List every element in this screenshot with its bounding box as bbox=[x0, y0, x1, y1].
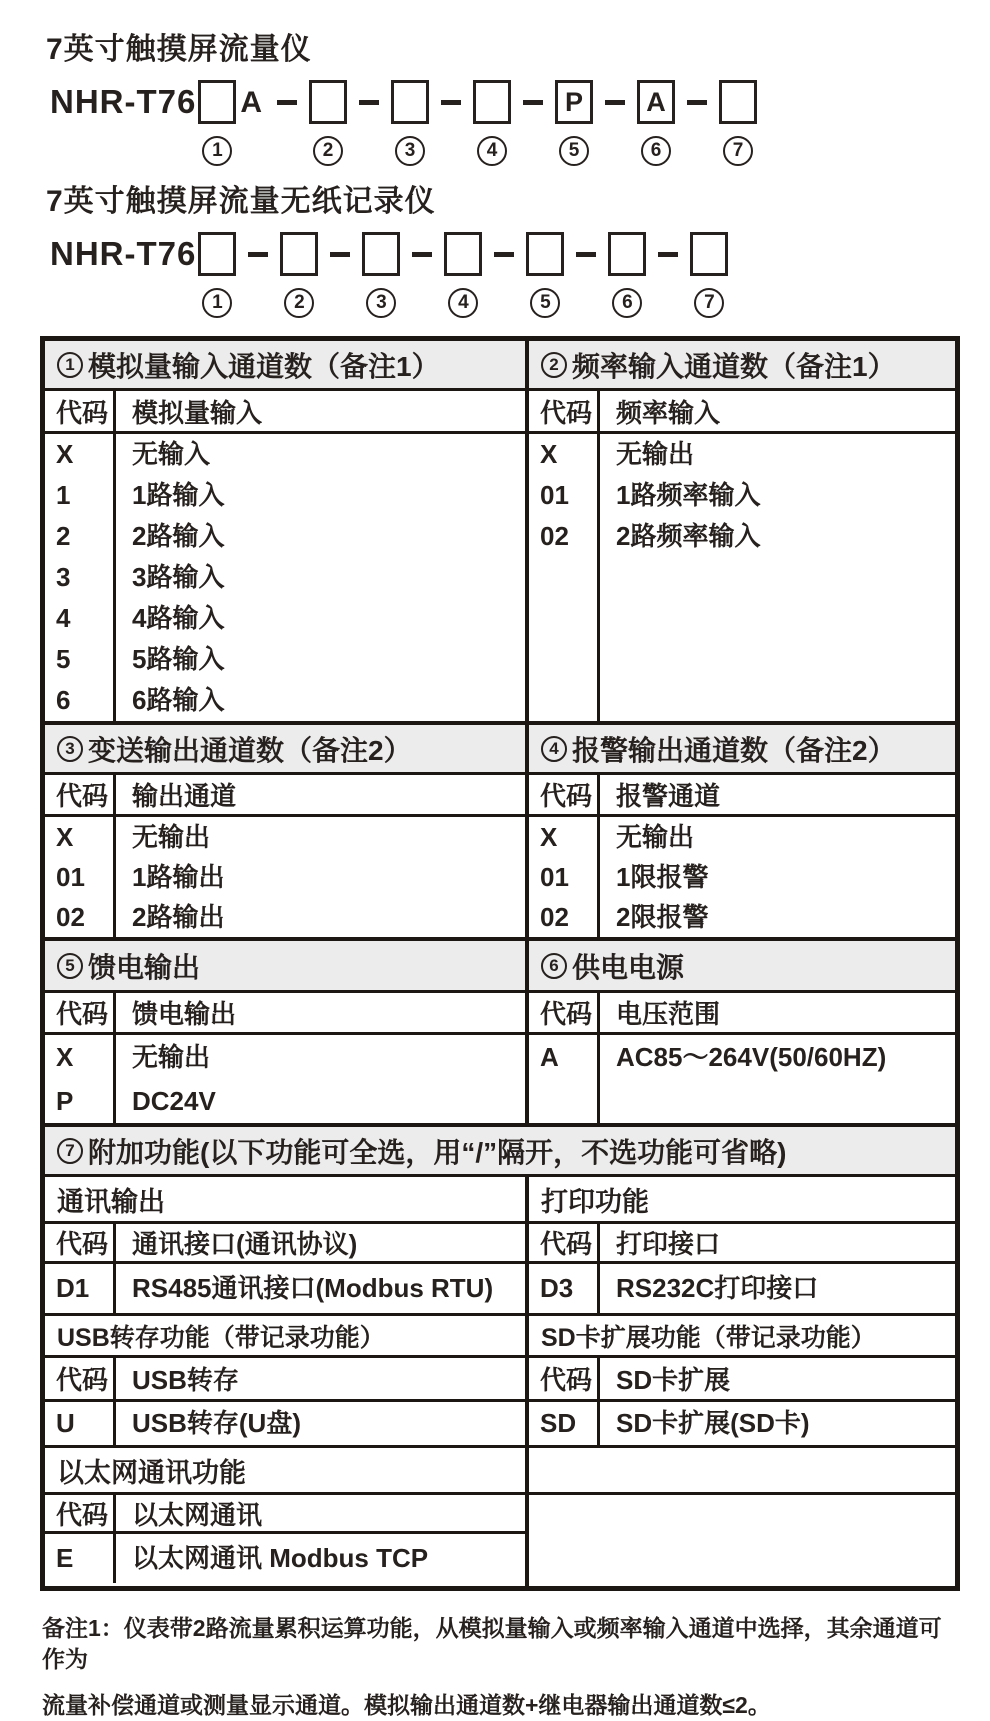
position-circle: 6 bbox=[641, 136, 671, 166]
desc-header: SD卡扩展 bbox=[616, 1365, 731, 1395]
section-1-header bbox=[45, 391, 525, 434]
section-5 bbox=[45, 941, 529, 1123]
desc-cell: 无输入 bbox=[132, 439, 211, 469]
code-cell: X bbox=[56, 439, 74, 469]
model-box bbox=[198, 80, 236, 124]
section-3-header bbox=[45, 775, 525, 817]
empty-cell bbox=[529, 1448, 955, 1495]
desc-cell: 无输出 bbox=[616, 822, 695, 852]
code-column bbox=[529, 1264, 600, 1313]
section-4-header bbox=[529, 775, 955, 817]
desc-cell: 5路输入 bbox=[132, 644, 225, 674]
desc-column bbox=[116, 434, 525, 721]
section-1-band bbox=[45, 341, 525, 391]
desc-cell: 无输出 bbox=[132, 822, 211, 852]
comm-header bbox=[45, 1224, 525, 1264]
position-circle: 1 bbox=[202, 136, 232, 166]
comm-band-title: 通讯输出 bbox=[57, 1186, 165, 1217]
section-2-title: 频率输入通道数（备注1） bbox=[572, 350, 896, 382]
section-5-title: 馈电输出 bbox=[88, 951, 201, 983]
model1-slot-5 bbox=[555, 80, 593, 166]
desc-cell: 1路输出 bbox=[132, 862, 225, 892]
dash bbox=[523, 100, 543, 105]
code-header: 代码 bbox=[45, 775, 116, 814]
code-header: 代码 bbox=[529, 775, 600, 814]
print-band-title: 打印功能 bbox=[541, 1186, 649, 1217]
group-1 bbox=[45, 341, 955, 725]
circled-number-icon: 5 bbox=[57, 953, 83, 979]
usb-section bbox=[45, 1316, 529, 1445]
code-column bbox=[45, 817, 116, 937]
circled-number-icon: 7 bbox=[57, 1138, 83, 1164]
dash bbox=[687, 100, 707, 105]
desc-column bbox=[116, 817, 525, 937]
desc-cell: 4路输入 bbox=[132, 603, 225, 633]
dash bbox=[277, 100, 297, 105]
code-column bbox=[529, 1402, 600, 1445]
code-header: 代码 bbox=[45, 1358, 116, 1399]
sd-header bbox=[529, 1358, 955, 1402]
position-circle: 6 bbox=[612, 288, 642, 318]
comm-body bbox=[45, 1264, 525, 1313]
code-column bbox=[529, 434, 600, 721]
desc-header: 通讯接口(通讯协议) bbox=[132, 1229, 358, 1259]
desc-column bbox=[116, 1264, 525, 1313]
desc-cell: RS485通讯接口(Modbus RTU) bbox=[132, 1273, 494, 1303]
desc-cell: DC24V bbox=[132, 1086, 216, 1116]
model2-slot-6 bbox=[608, 232, 646, 318]
code-header: 代码 bbox=[529, 1224, 600, 1261]
model-prefix: NHR-T76 bbox=[50, 83, 197, 120]
model2-slot-3 bbox=[362, 232, 400, 318]
code-cell: 6 bbox=[56, 685, 71, 715]
desc-column bbox=[600, 434, 955, 721]
circled-number-icon: 4 bbox=[541, 736, 567, 762]
desc-header: 电压范围 bbox=[616, 999, 721, 1029]
code-cell: 3 bbox=[56, 562, 71, 592]
section-2-body bbox=[529, 434, 955, 721]
code-cell: X bbox=[540, 822, 558, 852]
model-box bbox=[473, 80, 511, 124]
desc-column bbox=[600, 1035, 955, 1123]
desc-column bbox=[116, 1402, 525, 1445]
code-cell: 4 bbox=[56, 603, 71, 633]
desc-header: 报警通道 bbox=[616, 781, 721, 811]
desc-header: 馈电输出 bbox=[132, 999, 237, 1029]
model2-slot-5 bbox=[526, 232, 564, 318]
sd-band bbox=[529, 1316, 955, 1358]
section-6-header bbox=[529, 993, 955, 1035]
model-box-A: A bbox=[637, 80, 675, 124]
code-cell: X bbox=[56, 1042, 74, 1072]
desc-cell: RS232C打印接口 bbox=[616, 1273, 819, 1303]
model-box bbox=[362, 232, 400, 276]
ethernet-band bbox=[45, 1448, 525, 1495]
position-circle: 4 bbox=[477, 136, 507, 166]
section-4-band bbox=[529, 725, 955, 775]
code-column bbox=[529, 817, 600, 937]
model1-slot-6 bbox=[637, 80, 675, 166]
sd-band-title: SD卡扩展功能（带记录功能） bbox=[541, 1323, 876, 1352]
position-circle: 5 bbox=[559, 136, 589, 166]
dash bbox=[441, 100, 461, 105]
code-header: 代码 bbox=[529, 993, 600, 1032]
position-circle: 3 bbox=[395, 136, 425, 166]
ordering-code-table bbox=[40, 336, 960, 1591]
empty-cell bbox=[529, 1495, 955, 1586]
desc-cell: SD卡扩展(SD卡) bbox=[616, 1408, 810, 1438]
ethernet-header bbox=[45, 1495, 525, 1534]
desc-header: 以太网通讯 bbox=[132, 1499, 263, 1530]
code-cell: P bbox=[56, 1086, 74, 1116]
sd-section bbox=[529, 1316, 955, 1445]
code-cell: 02 bbox=[540, 521, 569, 551]
section-1-title: 模拟量输入通道数（备注1） bbox=[88, 350, 440, 382]
model1-slot-1 bbox=[198, 80, 236, 166]
product2-title: 7英寸触摸屏流量无纸记录仪 bbox=[46, 185, 436, 218]
section-2 bbox=[529, 341, 955, 721]
usb-header bbox=[45, 1358, 525, 1402]
section-6-band bbox=[529, 941, 955, 993]
footnote-line-1: 备注1：仪表带2路流量累积运算功能，从模拟量输入或频率输入通道中选择，其余通道可作为 bbox=[42, 1615, 942, 1672]
usb-body bbox=[45, 1402, 525, 1445]
section-4-title: 报警输出通道数（备注2） bbox=[572, 734, 896, 766]
code-cell: 02 bbox=[540, 902, 569, 932]
desc-cell: 无输出 bbox=[616, 439, 695, 469]
section-4-body bbox=[529, 817, 955, 937]
code-header: 代码 bbox=[529, 1358, 600, 1399]
section-5-band bbox=[45, 941, 525, 993]
usb-band bbox=[45, 1316, 525, 1358]
print-section bbox=[529, 1177, 955, 1313]
section-6 bbox=[529, 941, 955, 1123]
code-cell: SD bbox=[540, 1408, 577, 1438]
desc-column bbox=[600, 1402, 955, 1445]
ethernet-band-title: 以太网通讯功能 bbox=[57, 1457, 246, 1488]
code-cell: X bbox=[56, 822, 74, 852]
code-header: 代码 bbox=[45, 993, 116, 1032]
code-column bbox=[529, 1035, 600, 1123]
section-7-band bbox=[45, 1127, 955, 1177]
desc-cell: AC85～264V(50/60HZ) bbox=[616, 1042, 887, 1072]
model2-slot-2 bbox=[280, 232, 318, 318]
model-box bbox=[526, 232, 564, 276]
position-circle: 3 bbox=[366, 288, 396, 318]
position-circle: 5 bbox=[530, 288, 560, 318]
code-cell: 1 bbox=[56, 480, 71, 510]
footnote bbox=[42, 1613, 942, 1721]
section-4 bbox=[529, 725, 955, 937]
model-box bbox=[280, 232, 318, 276]
model2-slot-1 bbox=[198, 232, 236, 318]
print-header bbox=[529, 1224, 955, 1264]
desc-cell: 无输出 bbox=[132, 1042, 211, 1072]
circled-number-icon: 1 bbox=[57, 352, 83, 378]
model-prefix: NHR-T76 bbox=[50, 235, 197, 272]
position-circle: 7 bbox=[723, 136, 753, 166]
product1-title: 7英寸触摸屏流量仪 bbox=[46, 33, 312, 66]
desc-header: 输出通道 bbox=[132, 781, 237, 811]
code-header: 代码 bbox=[529, 391, 600, 431]
subgroup-ethernet bbox=[45, 1448, 955, 1586]
group-2 bbox=[45, 725, 955, 941]
code-cell: D3 bbox=[540, 1273, 574, 1303]
code-column bbox=[45, 1035, 116, 1123]
model1-slot-7 bbox=[719, 80, 757, 166]
circled-number-icon: 6 bbox=[541, 953, 567, 979]
code-column bbox=[45, 1402, 116, 1445]
section-1-body bbox=[45, 434, 525, 721]
dash bbox=[494, 252, 514, 257]
subgroup-usb-sd bbox=[45, 1316, 955, 1448]
usb-band-title: USB转存功能（带记录功能） bbox=[57, 1323, 385, 1352]
code-cell: 5 bbox=[56, 644, 71, 674]
code-column bbox=[45, 1264, 116, 1313]
model1-slot-3 bbox=[391, 80, 429, 166]
position-circle: 4 bbox=[448, 288, 478, 318]
sd-body bbox=[529, 1402, 955, 1445]
section-7-title: 附加功能(以下功能可全选，用“/”隔开，不选功能可省略) bbox=[88, 1136, 787, 1168]
section-5-header bbox=[45, 993, 525, 1035]
model-code-line-1 bbox=[50, 80, 990, 166]
circled-number-icon: 2 bbox=[541, 352, 567, 378]
position-circle: 1 bbox=[202, 288, 232, 318]
model2-slot-4 bbox=[444, 232, 482, 318]
model1-fixed-letter: A bbox=[240, 86, 263, 119]
code-cell: A bbox=[540, 1042, 559, 1072]
footnote-line-2: 流量补偿通道或测量显示通道。模拟输出通道数+继电器输出通道数≤2。 bbox=[42, 1692, 771, 1718]
code-cell: 02 bbox=[56, 902, 85, 932]
code-header: 代码 bbox=[45, 1495, 116, 1531]
code-cell: E bbox=[56, 1543, 74, 1573]
desc-column bbox=[116, 1534, 525, 1583]
model-box-P: P bbox=[555, 80, 593, 124]
desc-header: USB转存 bbox=[132, 1365, 239, 1395]
section-2-header bbox=[529, 391, 955, 434]
section-5-body bbox=[45, 1035, 525, 1123]
desc-header: 频率输入 bbox=[616, 397, 721, 428]
comm-section bbox=[45, 1177, 529, 1313]
desc-cell: 1路频率输入 bbox=[616, 480, 761, 510]
desc-column bbox=[600, 817, 955, 937]
desc-column bbox=[600, 1264, 955, 1313]
subgroup-comm-print bbox=[45, 1177, 955, 1316]
model-box bbox=[608, 232, 646, 276]
model-code-line-2 bbox=[50, 232, 990, 318]
dash bbox=[248, 252, 268, 257]
desc-cell: 3路输入 bbox=[132, 562, 225, 592]
code-cell: 2 bbox=[56, 521, 71, 551]
code-cell: 01 bbox=[540, 480, 569, 510]
dash bbox=[330, 252, 350, 257]
print-body bbox=[529, 1264, 955, 1313]
model-box bbox=[690, 232, 728, 276]
model2-slot-7 bbox=[690, 232, 728, 318]
dash bbox=[605, 100, 625, 105]
code-cell: X bbox=[540, 439, 558, 469]
desc-cell: 2限报警 bbox=[616, 902, 709, 932]
desc-cell: 6路输入 bbox=[132, 685, 225, 715]
code-column bbox=[45, 434, 116, 721]
empty-section bbox=[529, 1448, 955, 1586]
code-cell: D1 bbox=[56, 1273, 90, 1303]
section-3-band bbox=[45, 725, 525, 775]
print-band bbox=[529, 1177, 955, 1224]
desc-header: 打印接口 bbox=[616, 1229, 721, 1259]
code-header: 代码 bbox=[45, 1224, 116, 1261]
desc-cell: 2路输入 bbox=[132, 521, 225, 551]
ethernet-body bbox=[45, 1534, 525, 1583]
desc-cell: 1路输入 bbox=[132, 480, 225, 510]
ethernet-section bbox=[45, 1448, 529, 1586]
comm-band bbox=[45, 1177, 525, 1224]
dash bbox=[576, 252, 596, 257]
desc-cell: 2路频率输入 bbox=[616, 521, 761, 551]
section-6-title: 供电电源 bbox=[572, 951, 685, 983]
model1-slot-4 bbox=[473, 80, 511, 166]
section-3-title: 变送输出通道数（备注2） bbox=[88, 734, 412, 766]
code-column bbox=[45, 1534, 116, 1583]
section-1 bbox=[45, 341, 529, 721]
model-box bbox=[309, 80, 347, 124]
position-circle: 2 bbox=[313, 136, 343, 166]
desc-header: 模拟量输入 bbox=[132, 397, 263, 428]
model-box bbox=[391, 80, 429, 124]
desc-cell: 1限报警 bbox=[616, 862, 709, 892]
dash bbox=[359, 100, 379, 105]
model1-slot-2 bbox=[309, 80, 347, 166]
code-cell: 01 bbox=[540, 862, 569, 892]
circled-number-icon: 3 bbox=[57, 736, 83, 762]
section-2-band bbox=[529, 341, 955, 391]
desc-cell: 以太网通讯 Modbus TCP bbox=[132, 1543, 429, 1573]
dash bbox=[658, 252, 678, 257]
desc-column bbox=[116, 1035, 525, 1123]
code-cell: 01 bbox=[56, 862, 85, 892]
position-circle: 2 bbox=[284, 288, 314, 318]
header-block bbox=[0, 0, 990, 318]
model-box bbox=[444, 232, 482, 276]
model-box bbox=[719, 80, 757, 124]
code-cell: U bbox=[56, 1408, 75, 1438]
code-header: 代码 bbox=[45, 391, 116, 431]
section-3 bbox=[45, 725, 529, 937]
position-circle: 7 bbox=[694, 288, 724, 318]
dash bbox=[412, 252, 432, 257]
group-3 bbox=[45, 941, 955, 1127]
model-box bbox=[198, 232, 236, 276]
section-6-body bbox=[529, 1035, 955, 1123]
desc-cell: USB转存(U盘) bbox=[132, 1408, 301, 1438]
section-3-body bbox=[45, 817, 525, 937]
desc-cell: 2路输出 bbox=[132, 902, 225, 932]
